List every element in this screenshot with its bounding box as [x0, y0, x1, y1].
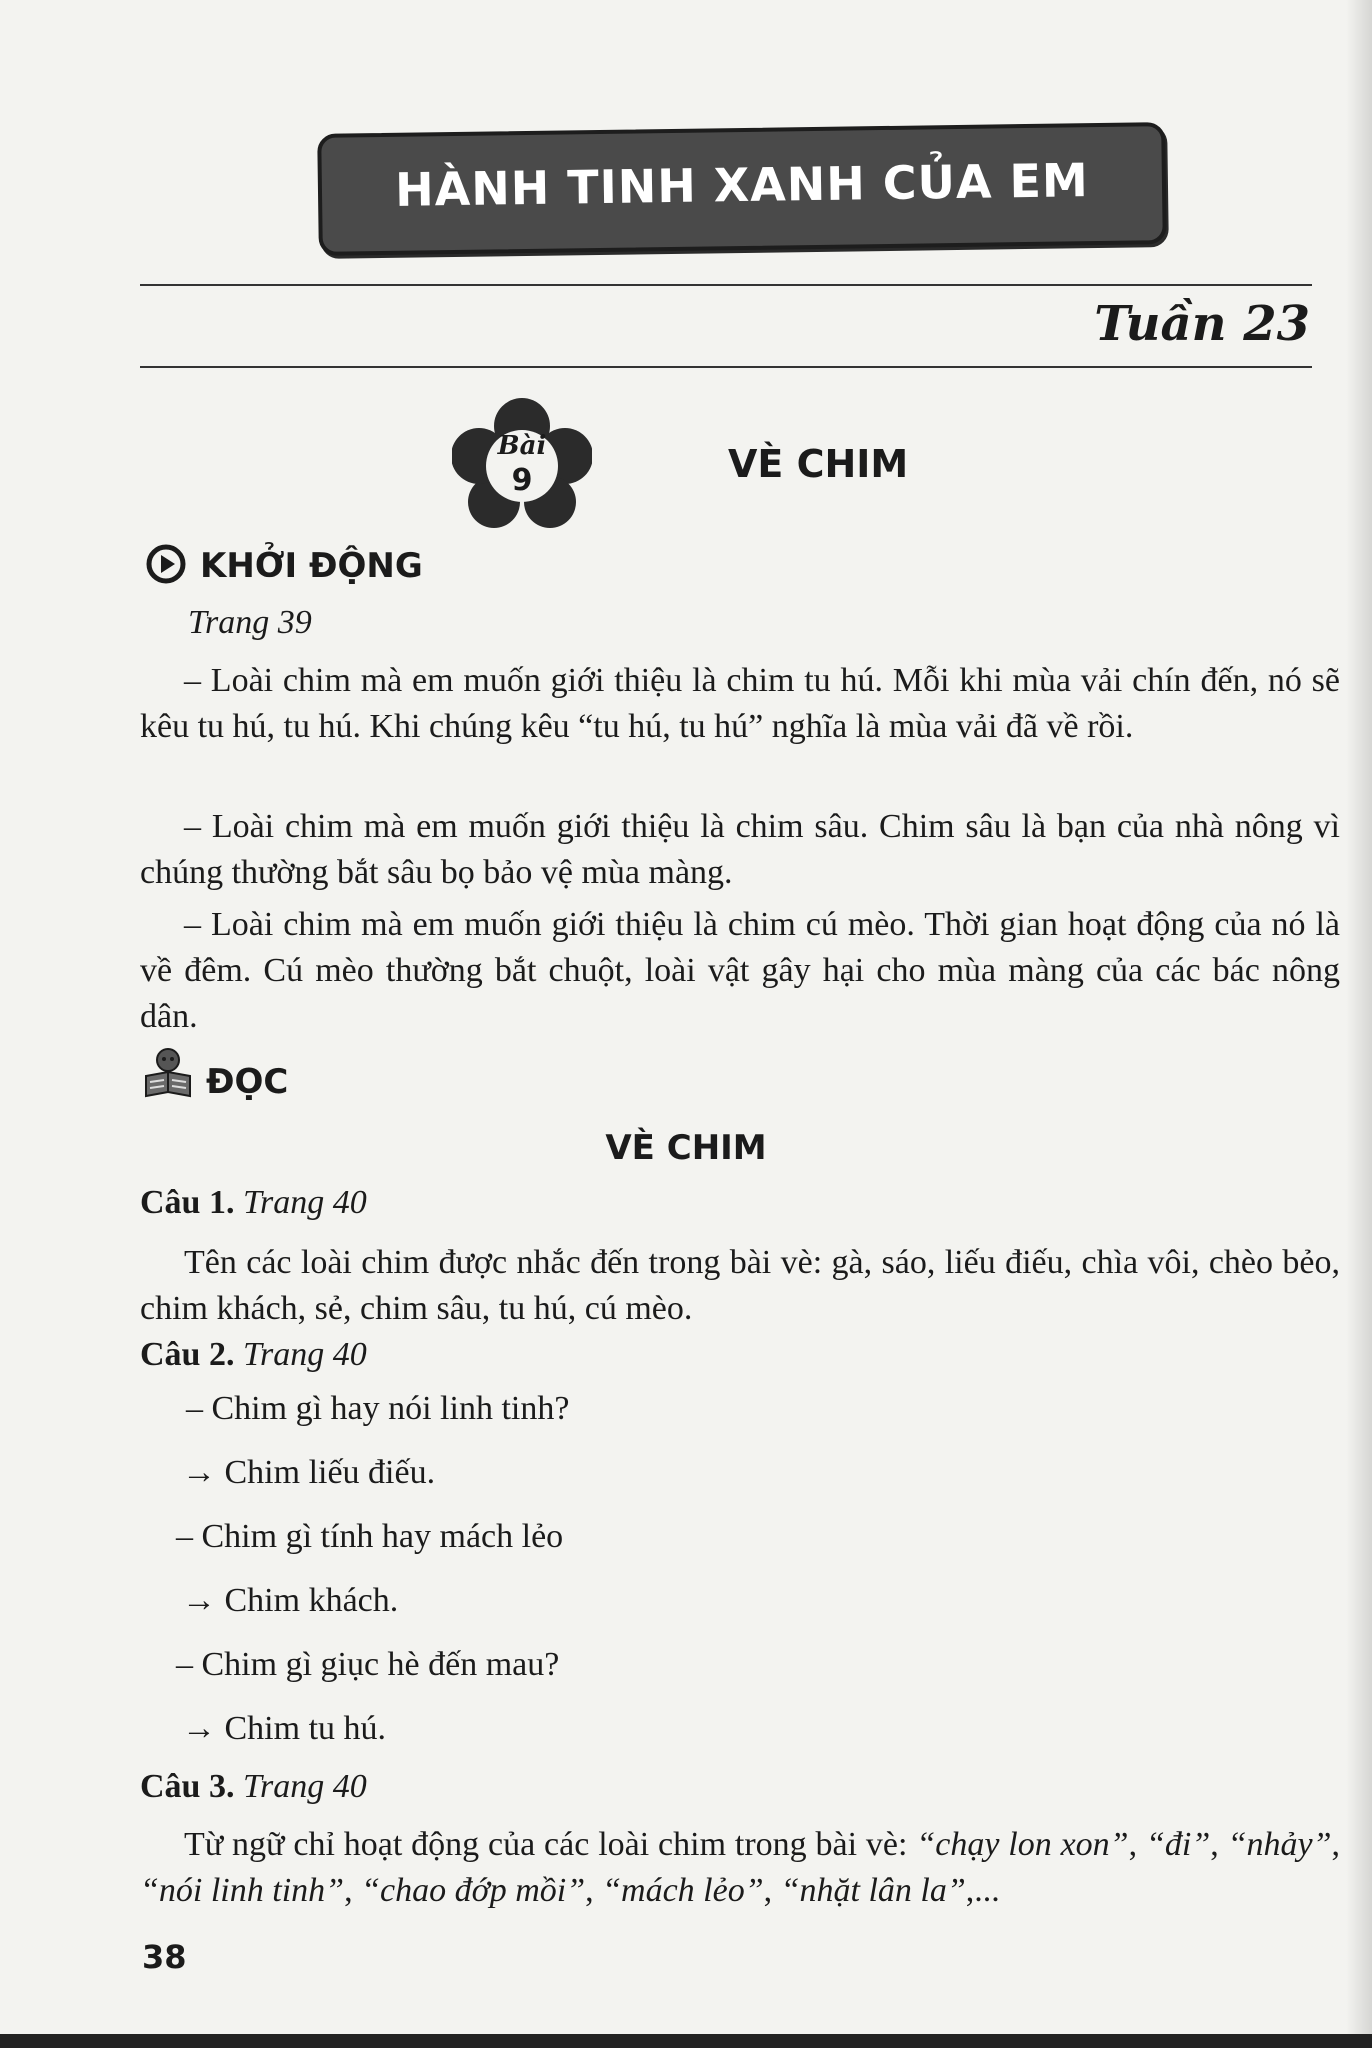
q2-line-1: – Chim gì hay nói linh tinh?	[186, 1390, 570, 1427]
warmup-heading: KHỞI ĐỘNG	[200, 546, 423, 586]
q3-word-6: “mách lẻo”	[602, 1872, 764, 1909]
q1-answer: Tên các loài chim được nhắc đến trong bài vè: gà, sáo, liếu điếu, chìa vôi, chèo bẻo, chim khách, sẻ, chim sâu, tu hú, cú mèo.	[140, 1244, 1340, 1327]
unit-title: HÀNH TINH XANH CỦA EM	[394, 153, 1090, 217]
q3-word-4: “nói linh tinh”	[140, 1872, 345, 1909]
week-label: Tuần 23	[1094, 296, 1310, 352]
flower-badge-icon	[452, 398, 592, 528]
warmup-paragraph-3: – Loài chim mà em muốn giới thiệu là chim cú mèo. Thời gian hoạt động của nó là về đêm. Cú mèo thường bắt chuột, loài vật gây hại cho mùa màng của các bác nông dân.	[140, 906, 1340, 1035]
q3-intro: Từ ngữ chỉ hoạt động của các loài chim trong bài vè:	[184, 1826, 908, 1863]
reading-heading: ĐỌC	[206, 1062, 289, 1102]
q3-ending: ,...	[965, 1872, 1000, 1909]
q3-word-7: “nhặt lân la”	[780, 1872, 966, 1909]
reading-icon	[140, 1046, 196, 1102]
play-icon	[146, 544, 186, 584]
lesson-title: VÈ CHIM	[728, 442, 909, 486]
q1-ref: Trang 40	[242, 1184, 367, 1221]
page-number: 38	[142, 1938, 187, 1976]
q3-word-1: “chạy lon xon”	[916, 1826, 1129, 1863]
q3-answer: Từ ngữ chỉ hoạt động của các loài chim trong bài vè: “chạy lon xon”, “đi”, “nhảy”, “nói linh tinh”, “chao đớp mồi”, “mách lẻo”, “nhặt lân la”,...	[140, 1826, 1341, 1909]
q3-word-2: “đi”	[1145, 1826, 1211, 1863]
q3-label: Câu 3.	[140, 1768, 235, 1805]
header-rule-top	[140, 284, 1312, 286]
q3-word-5: “chao đớp mồi”	[361, 1872, 586, 1909]
lesson-badge	[452, 398, 592, 528]
q3-word-3: “nhảy”	[1227, 1826, 1332, 1863]
scan-bottom-edge	[0, 2034, 1372, 2048]
warmup-paragraph-2: – Loài chim mà em muốn giới thiệu là chim sâu. Chim sâu là bạn của nhà nông vì chúng thường bắt sâu bọ bảo vệ mùa màng.	[140, 808, 1340, 891]
page-edge-shadow	[1346, 0, 1372, 2048]
reading-subtitle: VÈ CHIM	[605, 1128, 767, 1168]
q3-ref: Trang 40	[242, 1768, 367, 1805]
q2-line-4: → Chim khách.	[182, 1582, 399, 1619]
lesson-label: Bài	[497, 431, 547, 461]
q1-label: Câu 1.	[140, 1184, 235, 1221]
q2-line-5: – Chim gì giục hè đến mau?	[176, 1646, 560, 1683]
header-rule-bottom	[140, 366, 1312, 368]
q2-line-3: – Chim gì tính hay mách lẻo	[176, 1518, 564, 1555]
warmup-page-ref: Trang 39	[188, 604, 312, 641]
q2-label: Câu 2.	[140, 1336, 235, 1373]
q2-ref: Trang 40	[242, 1336, 367, 1373]
lesson-number: 9	[511, 463, 533, 498]
unit-banner	[317, 122, 1167, 256]
q2-line-2: → Chim liếu điếu.	[182, 1454, 436, 1491]
warmup-paragraph-1: – Loài chim mà em muốn giới thiệu là chim tu hú. Mỗi khi mùa vải chín đến, nó sẽ kêu tu hú, tu hú. Khi chúng kêu “tu hú, tu hú” nghĩa là mùa vải đã về rồi.	[140, 662, 1340, 745]
q2-line-6: → Chim tu hú.	[182, 1710, 387, 1747]
